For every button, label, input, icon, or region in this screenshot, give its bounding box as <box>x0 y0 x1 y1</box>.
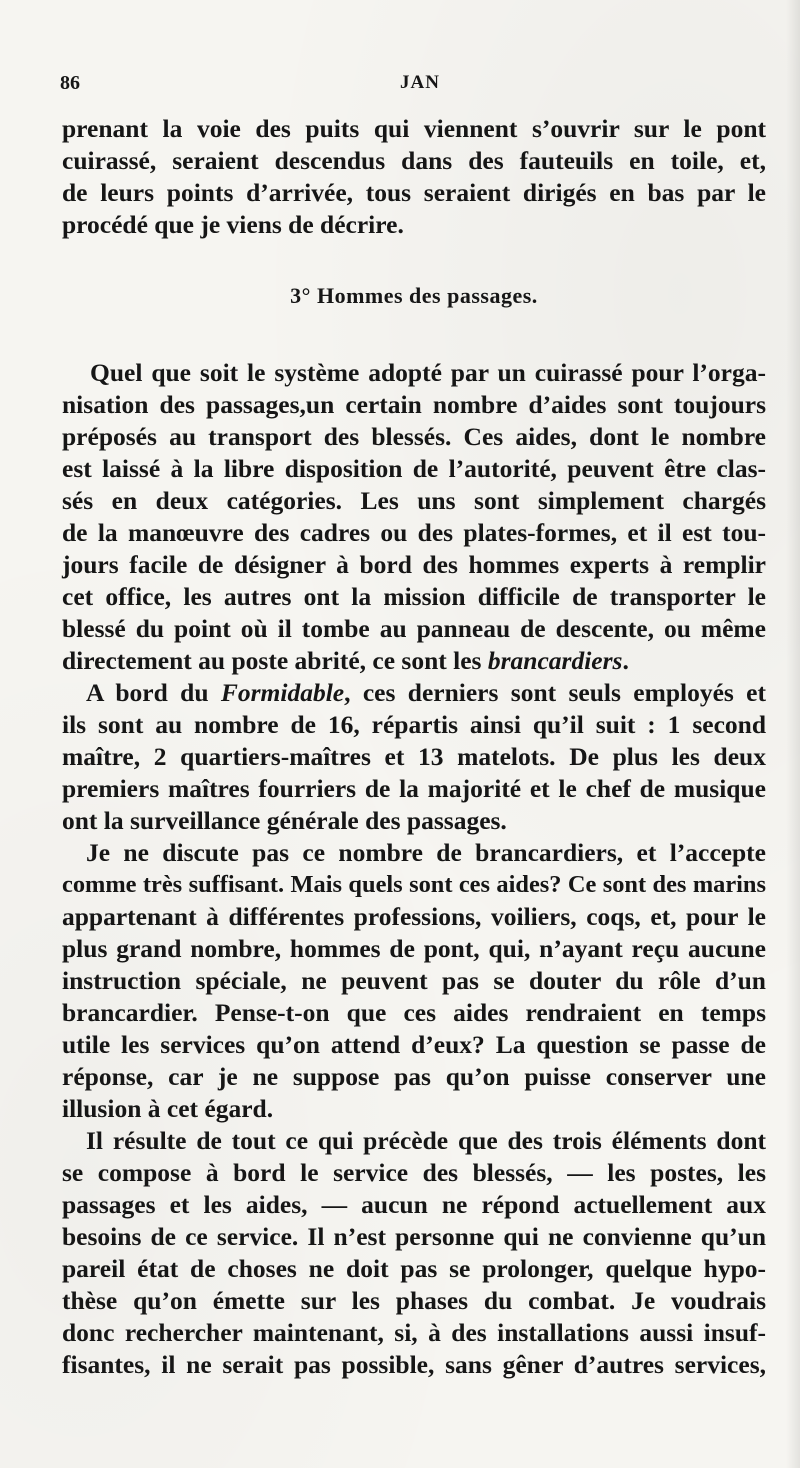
italic-term: brancardiers <box>487 646 623 675</box>
running-title: JAN <box>400 72 440 93</box>
text-line: réponse, car je ne suppose pas qu’on puisse conserver une <box>62 1062 766 1091</box>
text-line: illusion à cet égard. <box>62 1094 274 1123</box>
text-line: préposés au transport des blessés. Ces aides, dont le nombre <box>62 422 766 451</box>
page-header <box>60 72 760 100</box>
page-number: 86 <box>60 72 80 94</box>
body-text <box>62 113 766 241</box>
text-line: nisation des passages,un certain nombre d’aides sont toujours <box>62 390 766 419</box>
text-line: besoins de ce service. Il n’est personne qui ne convienne qu’un <box>62 1222 766 1251</box>
body-text-continued <box>62 357 766 1381</box>
text-line: premiers maîtres fourriers de la majorité et le chef de musique <box>62 774 766 803</box>
text-line: de leurs points d’arrivée, tous seraient dirigés en bas par le <box>62 178 766 207</box>
text-line: ils sont au nombre de 16, répartis ainsi qu’il suit : 1 second <box>62 710 766 739</box>
page-edge-shadow <box>786 0 800 1468</box>
text-run: directement au poste abrité, ce sont les <box>62 646 488 675</box>
text-line: donc rechercher maintenant, si, à des installations aussi insuf- <box>62 1318 766 1347</box>
text-line: thèse qu’on émette sur les phases du combat. Je voudrais <box>62 1286 766 1315</box>
text-line: Je ne discute pas ce nombre de brancardiers, et l’accepte <box>86 838 766 867</box>
text-line: utile les services qu’on attend d’eux? La question se passe de <box>62 1030 766 1059</box>
section-heading: 3° Hommes des passages. <box>290 283 538 308</box>
text-line: procédé que je viens de décrire. <box>62 210 404 239</box>
text-line: de la manœuvre des cadres ou des plates-formes, et il est tou- <box>62 518 766 547</box>
text-line: se compose à bord le service des blessés, — les postes, les <box>62 1158 766 1187</box>
text-line: fisantes, il ne serait pas possible, sans gêner d’autres services, <box>62 1350 766 1379</box>
text-line <box>62 677 766 709</box>
text-line: maître, 2 quartiers-maîtres et 13 matelots. De plus les deux <box>62 742 766 771</box>
text-line: Quel que soit le système adopté par un cuirassé pour l’orga- <box>90 358 766 387</box>
text-line: ont la surveillance générale des passages. <box>62 806 507 835</box>
text-line: pareil état de choses ne doit pas se prolonger, quelque hypo- <box>62 1254 766 1283</box>
text-line <box>62 645 766 677</box>
text-line: prenant la voie des puits qui viennent s’ouvrir sur le pont <box>62 114 766 143</box>
text-line: appartenant à différentes professions, voiliers, coqs, et, pour le <box>62 902 766 931</box>
text-line: Il résulte de tout ce qui précède que des trois éléments dont <box>86 1126 766 1155</box>
text-line: cuirassé, seraient descendus dans des fauteuils en toile, et, <box>62 146 766 175</box>
text-line: est laissé à la libre disposition de l’autorité, peuvent être clas- <box>62 454 766 483</box>
text-line: cet office, les autres ont la mission difficile de transporter le <box>62 582 766 611</box>
text-run: A bord du <box>86 678 221 707</box>
italic-ship-name: Formidable <box>220 678 345 707</box>
text-run: , ces derniers sont seuls employés et <box>344 678 766 707</box>
text-line: comme très suffisant. Mais quels sont ces aides? Ce sont des marins <box>62 871 766 898</box>
text-line: instruction spéciale, ne peuvent pas se douter du rôle d’un <box>62 966 766 995</box>
text-line: brancardier. Pense-t-on que ces aides rendraient en temps <box>62 998 766 1027</box>
text-line: sés en deux catégories. Les uns sont simplement chargés <box>62 486 766 515</box>
text-line: passages et les aides, — aucun ne répond actuellement aux <box>62 1190 766 1219</box>
text-run: . <box>622 646 629 675</box>
text-line: blessé du point où il tombe au panneau de descente, ou même <box>62 614 766 643</box>
text-line: jours facile de désigner à bord des hommes experts à remplir <box>62 550 766 579</box>
text-line: plus grand nombre, hommes de pont, qui, n’ayant reçu aucune <box>62 934 766 963</box>
